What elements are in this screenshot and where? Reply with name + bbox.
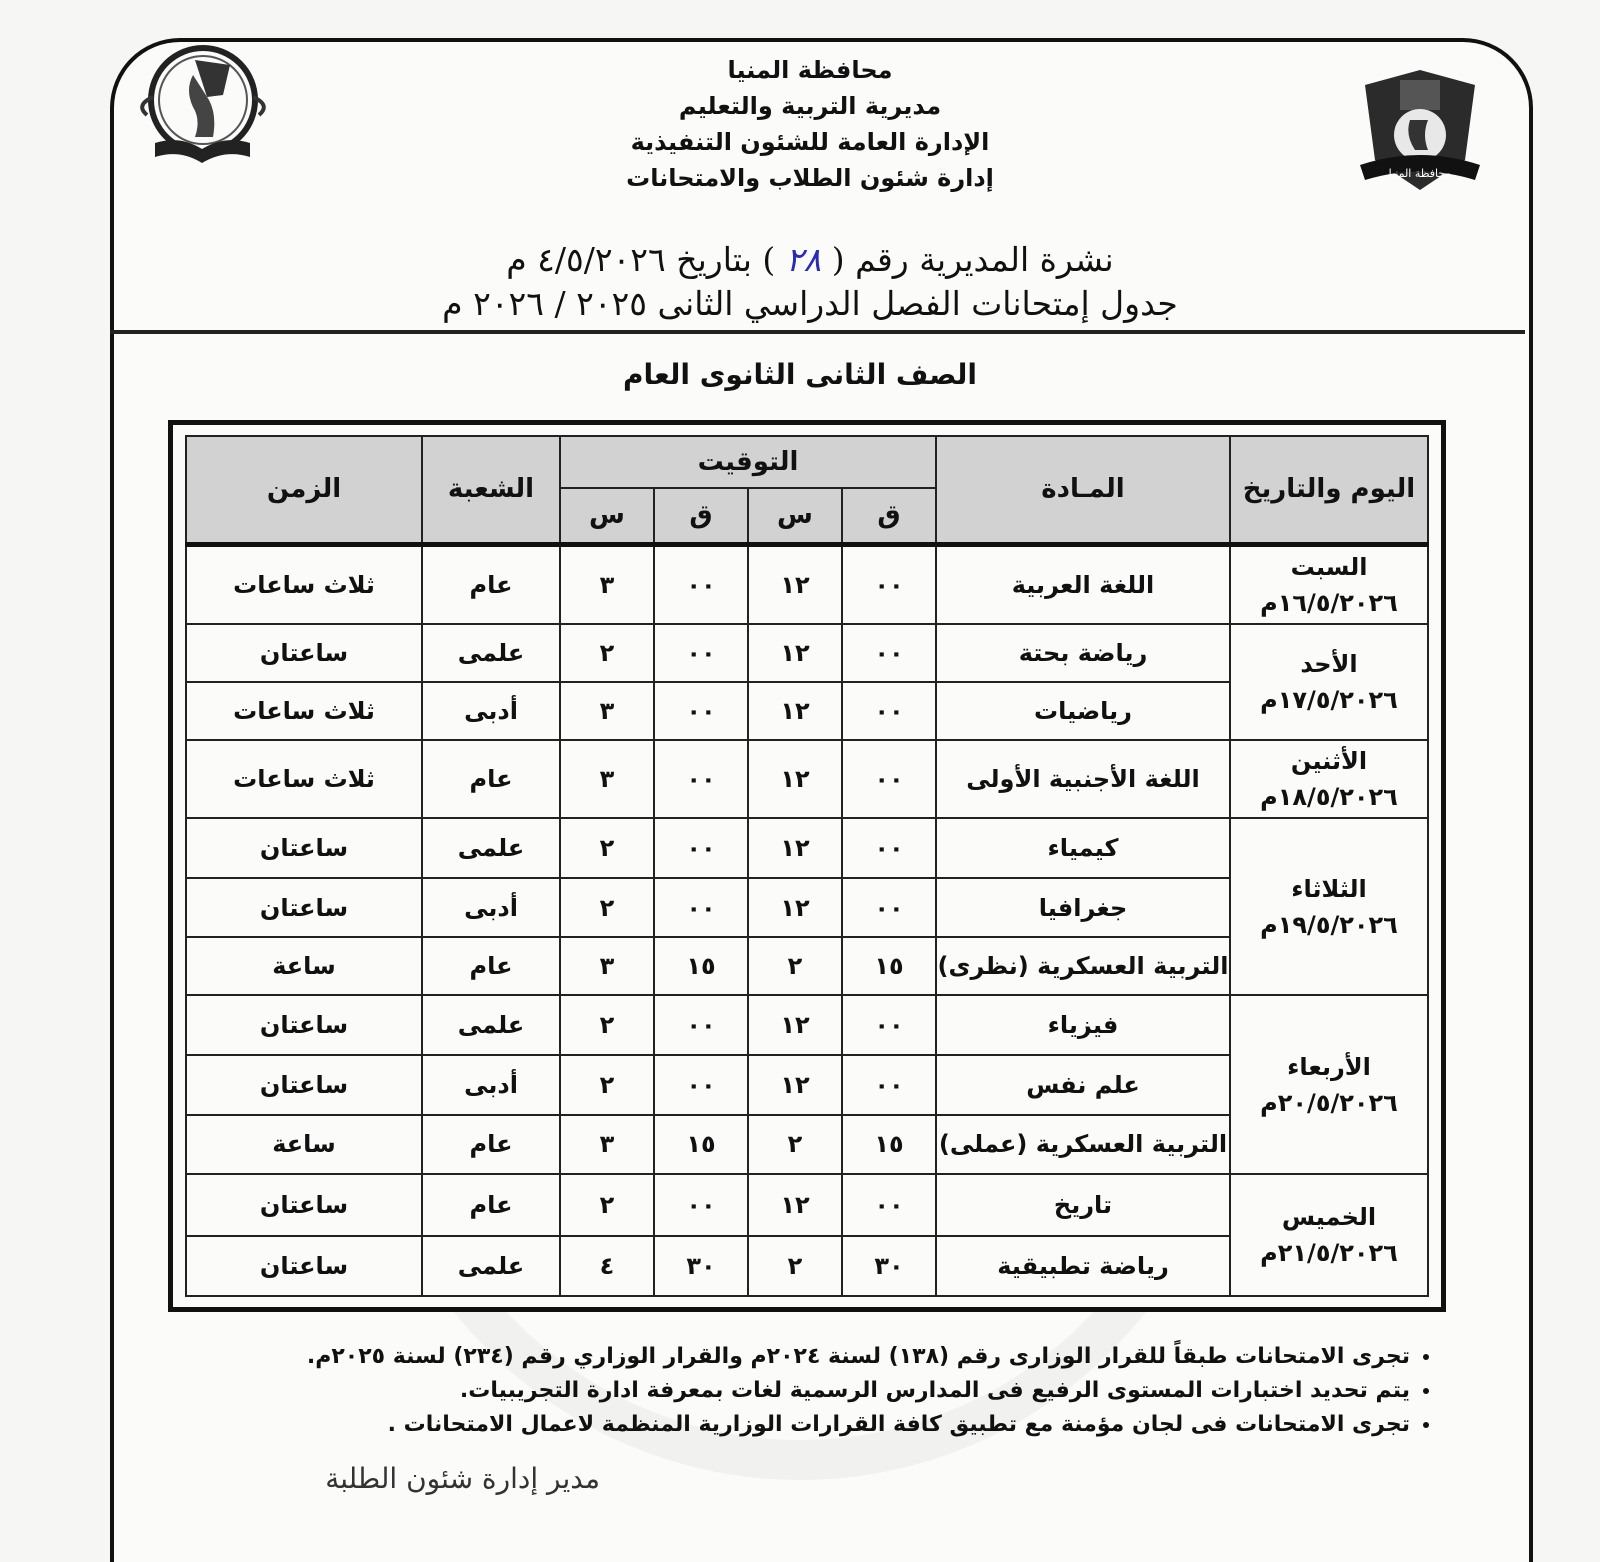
table-row (186, 740, 1428, 818)
end-minute-cell: ١٥ (654, 937, 748, 995)
notes-list (260, 1340, 1440, 1442)
end-hour-cell: ٢ (560, 1174, 654, 1236)
branch-cell: أدبى (422, 878, 560, 938)
header-subject: المـادة (936, 436, 1230, 544)
day-cell: الثلاثاء ١٩/٥/٢٠٢٦م (1230, 818, 1428, 995)
signature-line: مدير إدارة شئون الطلبة (325, 1462, 600, 1495)
bulletin-line-1 (420, 238, 1200, 282)
note-item: • تجرى الامتحانات طبقاً للقرار الوزارى رقم (١٣٨) لسنة ٢٠٢٤م والقرار الوزاري رقم (٢٣٤) لسنة ٢٠٢٥م. (260, 1340, 1410, 1374)
start-hour-cell: ١٢ (748, 995, 842, 1055)
end-minute-cell: ٠٠ (654, 682, 748, 740)
table-row (186, 818, 1428, 878)
duration-cell: ساعتان (186, 995, 422, 1055)
bulletin-heading (420, 238, 1200, 326)
start-minute-cell: ٠٠ (842, 818, 936, 878)
end-minute-cell: ٠٠ (654, 1174, 748, 1236)
subject-cell: جغرافيا (936, 878, 1230, 938)
subject-cell: رياضة بحتة (936, 624, 1230, 682)
branch-cell: علمى (422, 995, 560, 1055)
header-start-hour: س (748, 488, 842, 544)
day-cell: الأحد ١٧/٥/٢٠٢٦م (1230, 624, 1428, 739)
branch-cell: أدبى (422, 1055, 560, 1115)
subject-cell: اللغة العربية (936, 544, 1230, 624)
subject-cell: تاريخ (936, 1174, 1230, 1236)
subject-cell: التربية العسكرية (نظرى) (936, 937, 1230, 995)
start-hour-cell: ١٢ (748, 1174, 842, 1236)
branch-cell: علمى (422, 818, 560, 878)
subject-cell: كيمياء (936, 818, 1230, 878)
letterhead (500, 52, 1120, 196)
end-hour-cell: ٣ (560, 1115, 654, 1175)
header-end-hour: س (560, 488, 654, 544)
duration-cell: ساعتان (186, 1174, 422, 1236)
directorate-name: مديرية التربية والتعليم (678, 92, 942, 120)
nefertiti-book-logo (135, 45, 270, 170)
governorate-name: محافظة المنيا (727, 56, 893, 84)
end-hour-cell: ٣ (560, 682, 654, 740)
branch-cell: عام (422, 1115, 560, 1175)
branch-cell: أدبى (422, 682, 560, 740)
end-hour-cell: ٢ (560, 995, 654, 1055)
start-hour-cell: ٢ (748, 1236, 842, 1296)
start-minute-cell: ٠٠ (842, 995, 936, 1055)
duration-cell: ساعة (186, 1115, 422, 1175)
table-row (186, 1174, 1428, 1236)
svg-text:محافظة المنيا: محافظة المنيا (1388, 167, 1452, 180)
subject-cell: رياضة تطبيقية (936, 1236, 1230, 1296)
start-minute-cell: ٠٠ (842, 624, 936, 682)
header-start-minute: ق (842, 488, 936, 544)
duration-cell: ثلاث ساعات (186, 740, 422, 818)
end-minute-cell: ٠٠ (654, 818, 748, 878)
end-hour-cell: ٤ (560, 1236, 654, 1296)
end-hour-cell: ٣ (560, 740, 654, 818)
day-cell: الخميس ٢١/٥/٢٠٢٦م (1230, 1174, 1428, 1296)
table-row (186, 544, 1428, 624)
branch-cell: عام (422, 937, 560, 995)
bulletin-date: ٤/٥/٢٠٢٦ م (506, 240, 666, 279)
subject-cell: فيزياء (936, 995, 1230, 1055)
end-minute-cell: ٠٠ (654, 740, 748, 818)
subject-cell: التربية العسكرية (عملى) (936, 1115, 1230, 1175)
duration-cell: ساعتان (186, 624, 422, 682)
start-hour-cell: ١٢ (748, 740, 842, 818)
end-minute-cell: ٠٠ (654, 544, 748, 624)
end-minute-cell: ٠٠ (654, 878, 748, 938)
day-cell: الأربعاء ٢٠/٥/٢٠٢٦م (1230, 995, 1428, 1174)
end-hour-cell: ٣ (560, 544, 654, 624)
branch-cell: علمى (422, 624, 560, 682)
branch-cell: علمى (422, 1236, 560, 1296)
header-duration: الزمن (186, 436, 422, 544)
start-minute-cell: ٠٠ (842, 1174, 936, 1236)
duration-cell: ساعتان (186, 1236, 422, 1296)
branch-cell: عام (422, 1174, 560, 1236)
duration-cell: ساعتان (186, 818, 422, 878)
start-hour-cell: ١٢ (748, 682, 842, 740)
students-affairs-administration: إدارة شئون الطلاب والامتحانات (626, 164, 994, 192)
exam-schedule-table (185, 435, 1429, 1297)
start-hour-cell: ١٢ (748, 818, 842, 878)
duration-cell: ساعتان (186, 1055, 422, 1115)
branch-cell: عام (422, 544, 560, 624)
start-minute-cell: ٠٠ (842, 544, 936, 624)
grade-title: الصف الثانى الثانوى العام (623, 358, 977, 391)
start-hour-cell: ٢ (748, 1115, 842, 1175)
subject-cell: رياضيات (936, 682, 1230, 740)
duration-cell: ساعة (186, 937, 422, 995)
start-minute-cell: ٠٠ (842, 878, 936, 938)
header-branch: الشعبة (422, 436, 560, 544)
day-cell: الأثنين ١٨/٥/٢٠٢٦م (1230, 740, 1428, 818)
end-minute-cell: ٠٠ (654, 1055, 748, 1115)
bulletin-mid: ) بتاريخ (676, 240, 776, 279)
subject-cell: علم نفس (936, 1055, 1230, 1115)
header-day-date: اليوم والتاريخ (1230, 436, 1428, 544)
start-minute-cell: ٠٠ (842, 740, 936, 818)
start-minute-cell: ٠٠ (842, 682, 936, 740)
bulletin-prefix: نشرة المديرية رقم ( (831, 240, 1114, 279)
header-timing: التوقيت (560, 436, 936, 488)
general-administration: الإدارة العامة للشئون التنفيذية (630, 128, 990, 156)
subject-cell: اللغة الأجنبية الأولى (936, 740, 1230, 818)
end-hour-cell: ٢ (560, 818, 654, 878)
end-minute-cell: ٣٠ (654, 1236, 748, 1296)
end-hour-cell: ٣ (560, 937, 654, 995)
end-hour-cell: ٢ (560, 1055, 654, 1115)
end-minute-cell: ٠٠ (654, 995, 748, 1055)
branch-cell: عام (422, 740, 560, 818)
bulletin-line-2: جدول إمتحانات الفصل الدراسي الثانى ٢٠٢٥ / ٢٠٢٦ م (442, 284, 1178, 323)
start-hour-cell: ٢ (748, 937, 842, 995)
note-item: • تجرى الامتحانات فى لجان مؤمنة مع تطبيق كافة القرارات الوزارية المنظمة لاعمال الامتحانات . (260, 1408, 1410, 1442)
start-minute-cell: ٣٠ (842, 1236, 936, 1296)
duration-cell: ثلاث ساعات (186, 682, 422, 740)
bulletin-number: ٢٨ (785, 240, 822, 279)
start-hour-cell: ١٢ (748, 878, 842, 938)
governorate-emblem-logo (1360, 65, 1480, 195)
table-row (186, 624, 1428, 682)
duration-cell: ساعتان (186, 878, 422, 938)
start-minute-cell: ١٥ (842, 937, 936, 995)
start-hour-cell: ١٢ (748, 624, 842, 682)
end-minute-cell: ٠٠ (654, 624, 748, 682)
end-minute-cell: ١٥ (654, 1115, 748, 1175)
schedule-table-frame (168, 420, 1446, 1312)
note-item: • يتم تحديد اختبارات المستوى الرفيع فى المدارس الرسمية لغات بمعرفة ادارة التجريبيات. (260, 1374, 1410, 1408)
start-minute-cell: ١٥ (842, 1115, 936, 1175)
table-row (186, 995, 1428, 1055)
day-cell: السبت ١٦/٥/٢٠٢٦م (1230, 544, 1428, 624)
duration-cell: ثلاث ساعات (186, 544, 422, 624)
start-hour-cell: ١٢ (748, 544, 842, 624)
header-end-minute: ق (654, 488, 748, 544)
end-hour-cell: ٢ (560, 624, 654, 682)
end-hour-cell: ٢ (560, 878, 654, 938)
horizontal-divider (110, 330, 1525, 334)
start-hour-cell: ١٢ (748, 1055, 842, 1115)
start-minute-cell: ٠٠ (842, 1055, 936, 1115)
